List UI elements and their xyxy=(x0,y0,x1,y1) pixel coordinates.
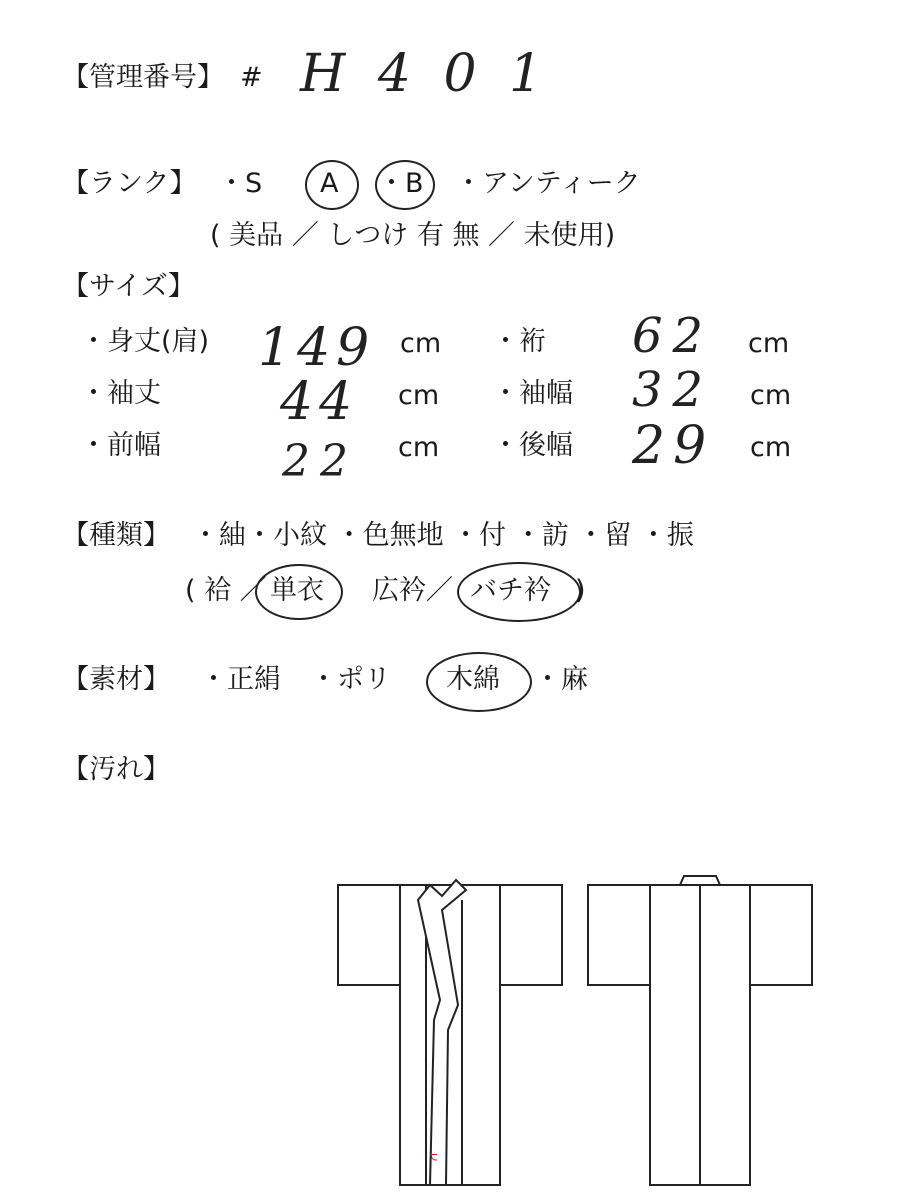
type-sub-close: ) xyxy=(575,575,586,606)
mgmt-number-label: 【管理番号】 xyxy=(62,62,224,93)
rank-condition-note: ( 美品 ／ しつけ 有 無 ／ 未使用) xyxy=(210,220,616,251)
stain-mark: ੮ xyxy=(430,1149,438,1163)
back-left-sleeve xyxy=(588,885,650,985)
size-ushirohaba-label: ・後幅 xyxy=(492,430,573,461)
material-hemp: ・麻 xyxy=(534,664,588,695)
rank-option-b: ・B xyxy=(378,168,424,199)
material-poly: ・ポリ xyxy=(310,664,391,695)
front-left-sleeve xyxy=(338,885,400,985)
size-yuki-value: 62 xyxy=(632,308,714,364)
size-maehaba-label: ・前幅 xyxy=(80,430,161,461)
back-right-sleeve xyxy=(750,885,812,985)
type-sub-bachi: バチ衿 xyxy=(470,575,551,606)
kimono-back-diagram xyxy=(580,870,820,1200)
mgmt-number-value: H 4 0 1 xyxy=(300,44,551,104)
size-label: 【サイズ】 xyxy=(62,271,195,302)
type-sub-open: ( 袷 ／ xyxy=(185,575,267,606)
type-label: 【種類】 xyxy=(62,520,170,551)
front-body xyxy=(400,885,500,1185)
mgmt-number-hash: # xyxy=(240,62,263,93)
size-mitake-label: ・身丈(肩) xyxy=(80,326,210,357)
back-collar xyxy=(680,876,720,885)
type-sub-hitoe: 単衣 xyxy=(270,575,324,606)
size-sodetake-label: ・袖丈 xyxy=(80,378,161,409)
rank-option-antique: ・アンティーク xyxy=(455,168,641,199)
material-label: 【素材】 xyxy=(62,664,170,695)
size-maehaba-value: 22 xyxy=(282,436,358,487)
size-sodehaba-unit: cm xyxy=(750,380,792,411)
rank-option-a: A xyxy=(320,168,339,199)
rank-label: 【ランク】 xyxy=(62,168,197,199)
size-sodehaba-value: 32 xyxy=(632,362,714,418)
size-mitake-value: 149 xyxy=(258,318,376,378)
material-silk: ・正絹 xyxy=(200,664,281,695)
material-cotton: 木綿 xyxy=(446,664,500,695)
size-sodehaba-label: ・袖幅 xyxy=(492,378,573,409)
size-yuki-label: ・裄 xyxy=(492,326,546,357)
rank-option-s: ・S xyxy=(218,168,263,199)
size-maehaba-unit: cm xyxy=(398,432,440,463)
front-right-sleeve xyxy=(500,885,562,985)
size-ushirohaba-value: 29 xyxy=(632,416,715,476)
stain-label: 【汚れ】 xyxy=(62,754,170,785)
size-mitake-unit: cm xyxy=(400,328,442,359)
size-sodetake-value: 44 xyxy=(280,372,359,432)
kimono-front-diagram xyxy=(330,870,570,1200)
type-sub-hiroeri: 広衿／ xyxy=(372,575,453,606)
type-options: ・紬・小紋 ・色無地 ・付 ・訪 ・留 ・振 xyxy=(192,520,694,551)
size-sodetake-unit: cm xyxy=(398,380,440,411)
size-yuki-unit: cm xyxy=(748,328,790,359)
size-ushirohaba-unit: cm xyxy=(750,432,792,463)
